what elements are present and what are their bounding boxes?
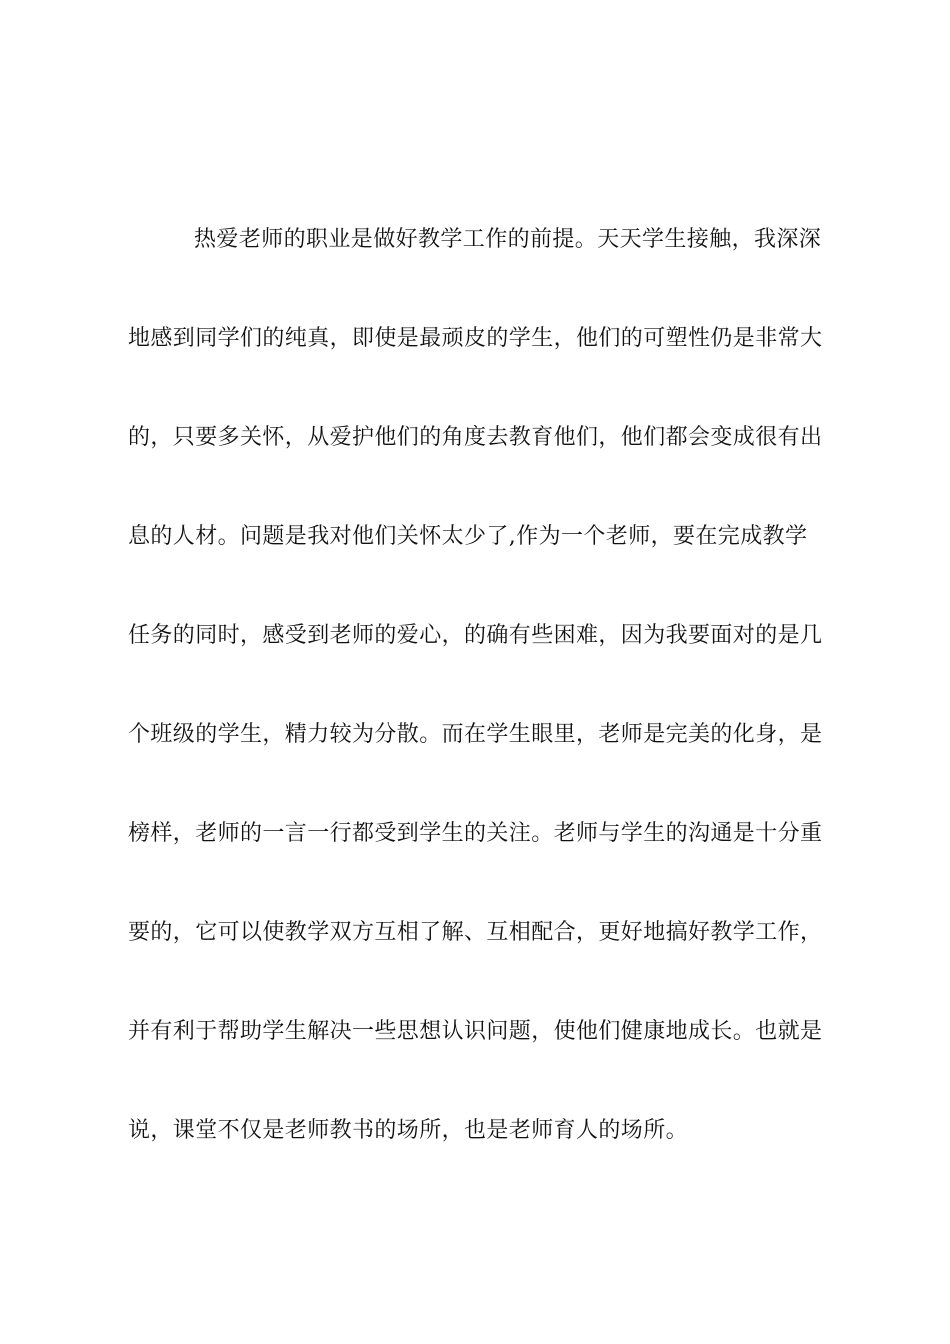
- paragraph-line: 息的人材。问题是我对他们关怀太少了,作为一个老师，要在完成教学: [128, 524, 808, 549]
- body-paragraph: [128, 218, 828, 1208]
- paragraph-line: 任务的同时，感受到老师的爱心，的确有些困难，因为我要面对的是几: [128, 623, 823, 648]
- paragraph-line: 地感到同学们的纯真，即使是最顽皮的学生，他们的可塑性仍是非常大: [128, 326, 823, 351]
- paragraph-line: 要的，它可以使教学双方互相了解、互相配合，更好地搞好教学工作，: [128, 920, 823, 945]
- paragraph-line: 并有利于帮助学生解决一些思想认识问题，使他们健康地成长。也就是: [128, 1019, 823, 1044]
- paragraph-line: 热爱老师的职业是做好教学工作的前提。天天学生接触，我深深: [194, 227, 822, 252]
- paragraph-line: 的，只要多关怀，从爱护他们的角度去教育他们，他们都会变成很有出: [128, 425, 823, 450]
- paragraph-line: 说，课堂不仅是老师教书的场所，也是老师育人的场所。: [128, 1118, 689, 1143]
- paragraph-line: 榜样，老师的一言一行都受到学生的关注。老师与学生的沟通是十分重: [128, 821, 823, 846]
- paragraph-line: 个班级的学生，精力较为分散。而在学生眼里，老师是完美的化身，是: [128, 722, 823, 747]
